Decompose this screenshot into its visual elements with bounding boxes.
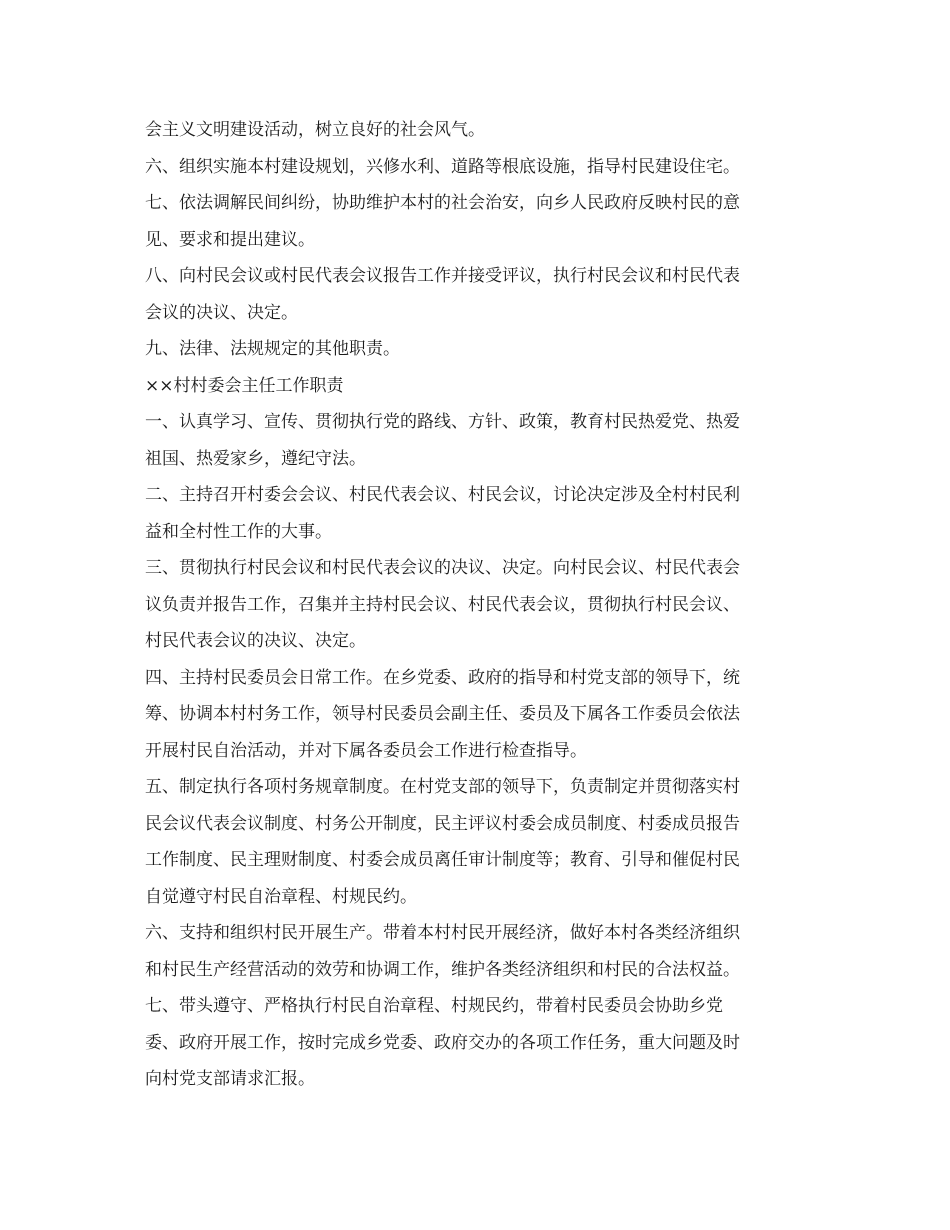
text-line: 民会议代表会议制度、村务公开制度，民主评议村委会成员制度、村委成员报告 — [145, 813, 740, 834]
text-line: 五、制定执行各项村务规章制度。在村党支部的领导下，负责制定并贯彻落实村 — [145, 777, 740, 797]
text-line: 见、要求和提出建议。 — [145, 229, 315, 250]
text-line: 七、依法调解民间纠纷，协助维护本村的社会治安，向乡人民政府反映村民的意 — [145, 193, 740, 213]
text-line: 九、法律、法规规定的其他职责。 — [145, 339, 400, 359]
text-line: 四、主持村民委员会日常工作。在乡党委、政府的指导和村党支部的领导下，统 — [145, 667, 740, 688]
text-line: 和村民生产经营活动的效劳和协调工作，维护各类经济组织和村民的合法权益。 — [145, 959, 740, 980]
text-line: 三、贯彻执行村民会议和村民代表会议的决议、决定。向村民会议、村民代表会 — [145, 558, 740, 578]
text-line: 祖国、热爱家乡，遵纪守法。 — [145, 448, 366, 469]
text-line: 委、政府开展工作，按时完成乡党委、政府交办的各项工作任务，重大问题及时 — [145, 1032, 740, 1053]
text-line: 一、认真学习、宣传、贯彻执行党的路线、方针、政策，教育村民热爱党、热爱 — [145, 412, 740, 432]
text-line: 八、向村民会议或村民代表会议报告工作并接受评议，执行村民会议和村民代表 — [145, 266, 740, 286]
text-line: 自觉遵守村民自治章程、村规民约。 — [145, 886, 417, 907]
text-line: 工作制度、民主理财制度、村委会成员离任审计制度等；教育、引导和催促村民 — [145, 850, 740, 870]
text-line: 议负责并报告工作，召集并主持村民会议、村民代表会议，贯彻执行村民会议、 — [145, 594, 740, 615]
text-line: 村民代表会议的决议、决定。 — [145, 631, 366, 651]
section-heading: ××村村委会主任工作职责 — [145, 375, 344, 396]
text-line: 筹、协调本村村务工作，领导村民委员会副主任、委员及下属各工作委员会依法 — [145, 704, 740, 724]
text-line: 益和全村性工作的大事。 — [145, 521, 332, 542]
text-line: 二、主持召开村委会会议、村民代表会议、村民会议，讨论决定涉及全村村民利 — [145, 485, 740, 505]
text-line: 七、带头遵守、严格执行村民自治章程、村规民约，带着村民委员会协助乡党 — [145, 996, 723, 1016]
text-line: 六、组织实施本村建设规划，兴修水利、道路等根底设施，指导村民建设住宅。 — [145, 156, 740, 177]
document-body — [145, 112, 805, 1098]
text-line: 六、支持和组织村民开展生产。带着本村村民开展经济，做好本村各类经济组织 — [145, 923, 740, 943]
text-line: 向村党支部请求汇报。 — [145, 1069, 315, 1089]
text-line: 开展村民自治活动，并对下属各委员会工作进行检查指导。 — [145, 740, 587, 761]
text-line: 会议的决议、决定。 — [145, 302, 298, 323]
text-line: 会主义文明建设活动，树立良好的社会风气。 — [145, 120, 485, 140]
